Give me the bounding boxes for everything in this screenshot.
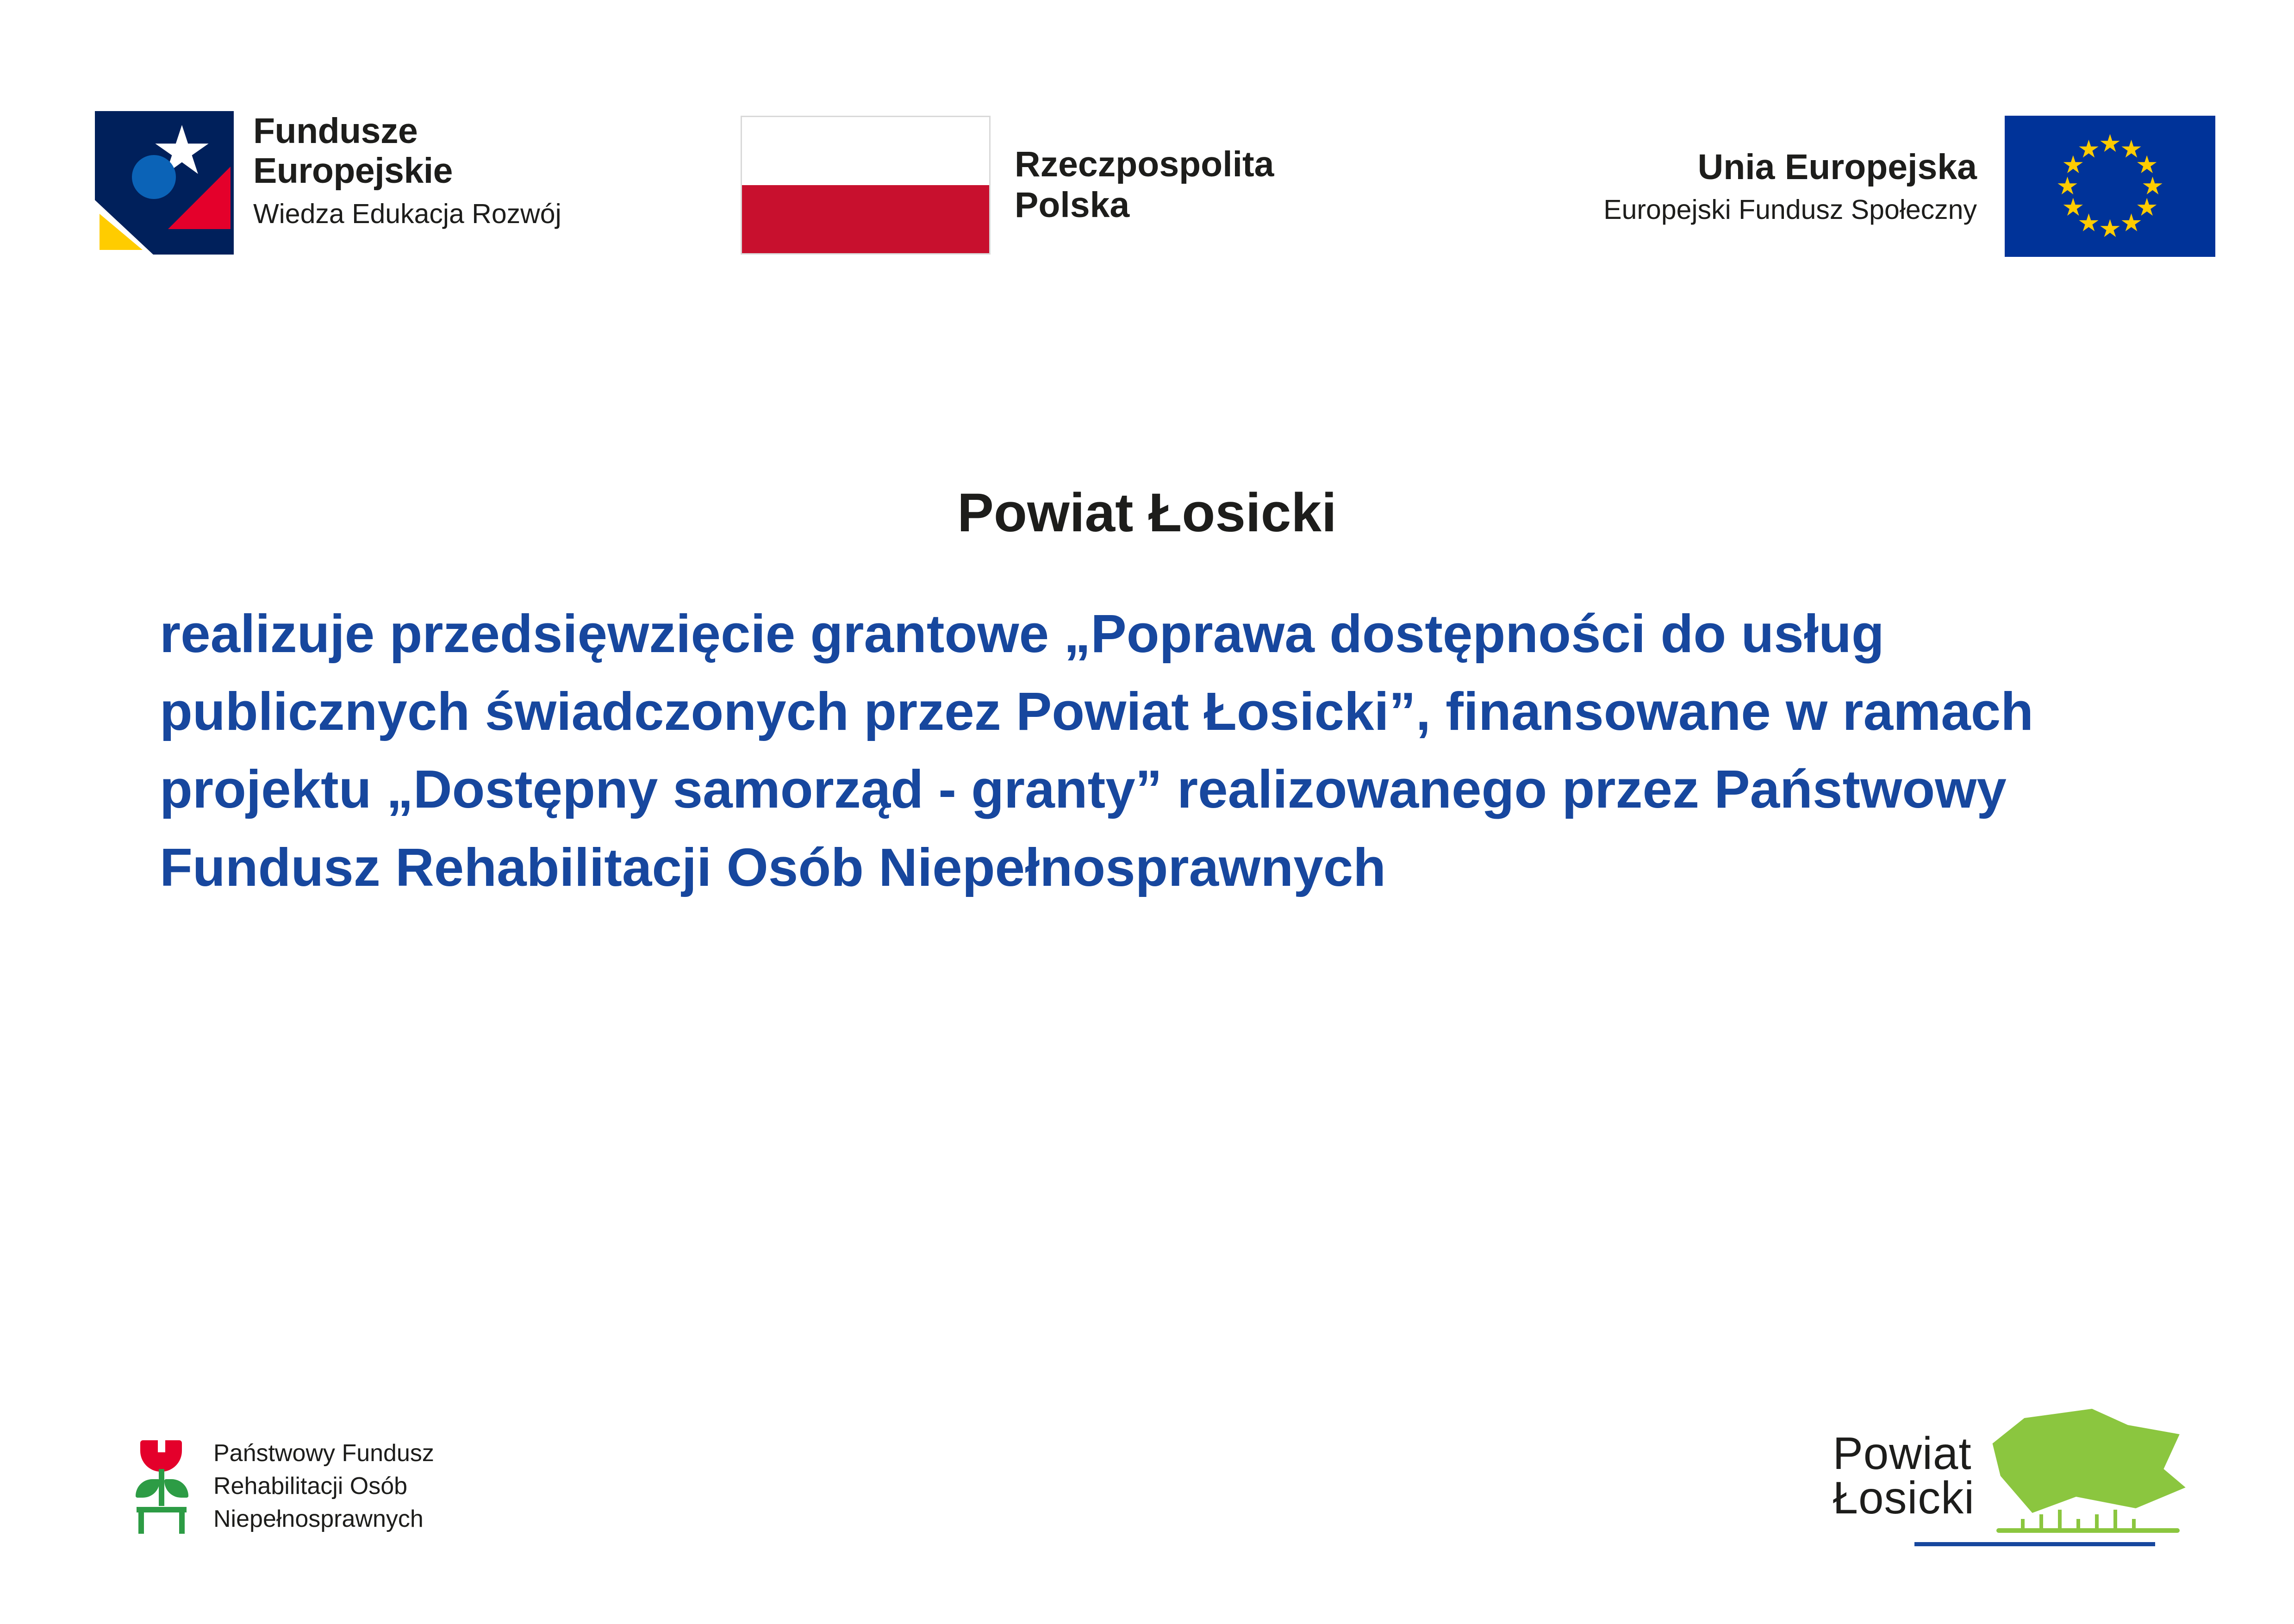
fundusze-europejskie-logo-icon	[95, 111, 234, 255]
pfron-block	[127, 1437, 434, 1536]
eu-funding-logo-bar	[0, 88, 2294, 282]
announcement-text	[160, 595, 2127, 906]
pfron-line-1: Państwowy Fundusz	[213, 1440, 434, 1467]
powiat-losicki-text	[1833, 1428, 1975, 1523]
pfron-text	[213, 1437, 434, 1535]
announcement-paragraph: realizuje przedsięwzięcie grantowe „Poprawa dostępności do usług publicznych świadczonych przez Powiat Łosicki”, finansowane w ramach projektu „Dostępny samorząd - granty” realizowanego przez Państwowy Fundusz Rehabilitacji Osób Niepełnosprawnych	[160, 604, 2034, 897]
powiat-line-2: Łosicki	[1833, 1472, 1975, 1523]
fundusze-line-2: Europejskie	[253, 151, 453, 191]
fundusze-line-1: Fundusze	[253, 111, 418, 151]
rzeczpospolita-polska-block	[741, 116, 1274, 255]
unia-line-1: Unia Europejska	[1697, 147, 1977, 187]
unia-line-2: Europejski Fundusz Społeczny	[1603, 194, 1977, 225]
powiat-line-1: Powiat	[1833, 1428, 1972, 1479]
fundusze-europejskie-block	[95, 111, 561, 255]
rzeczpospolita-line-1: Rzeczpospolita	[1015, 144, 1274, 185]
pfron-tulip-icon	[127, 1437, 197, 1536]
page-title: Powiat Łosicki	[957, 482, 1337, 543]
rzeczpospolita-polska-text	[1015, 144, 1274, 226]
powiat-losicki-block	[1833, 1409, 2188, 1543]
rzeczpospolita-line-2: Polska	[1015, 185, 1130, 225]
pfron-line-3: Niepełnosprawnych	[213, 1505, 424, 1532]
fundusze-europejskie-text	[253, 111, 561, 230]
unia-europejska-text	[1603, 147, 1977, 226]
poland-flag-icon	[741, 116, 991, 255]
unia-europejska-block	[1603, 116, 2215, 257]
fundusze-line-3: Wiedza Edukacja Rozwój	[253, 199, 561, 230]
powiat-losicki-map-icon	[1989, 1409, 2188, 1543]
european-union-flag-icon	[2005, 116, 2215, 257]
powiat-logo-underline	[1914, 1542, 2155, 1546]
pfron-line-2: Rehabilitacji Osób	[213, 1473, 408, 1500]
